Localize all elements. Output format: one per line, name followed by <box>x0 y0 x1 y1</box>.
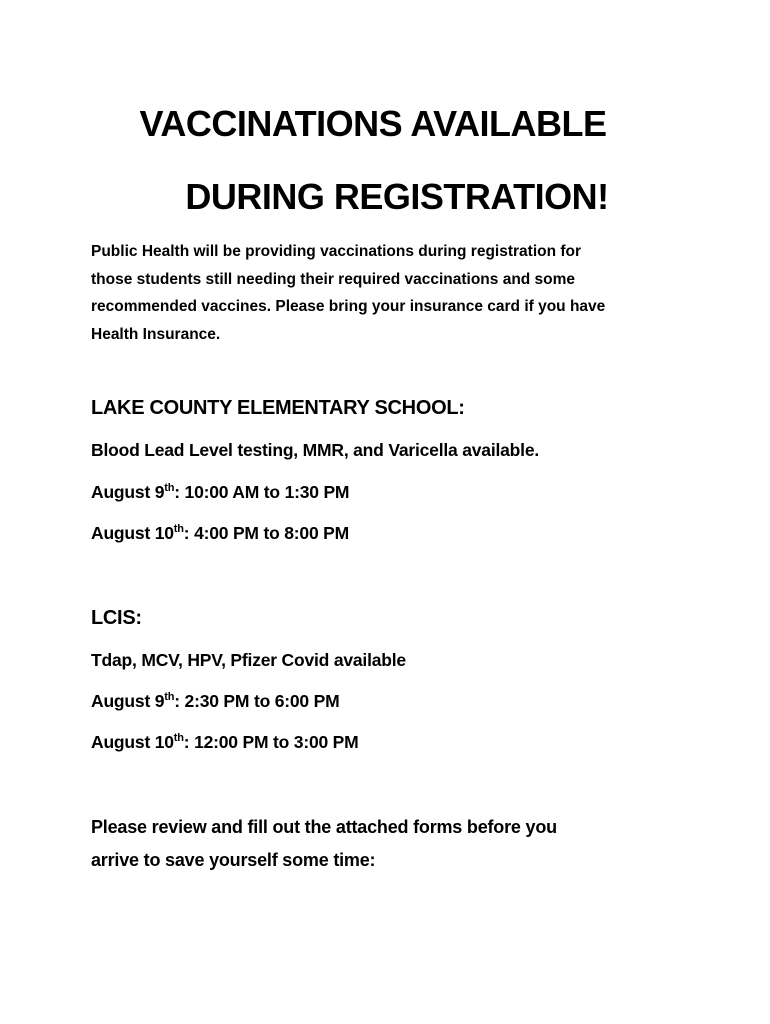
closing-paragraph <box>91 811 557 877</box>
session-time: : 10:00 AM to 1:30 PM <box>174 482 350 502</box>
intro-line: those students still needing their required vaccinations and some <box>91 270 576 288</box>
lcis-available: Tdap, MCV, HPV, Pfizer Covid available <box>91 650 406 670</box>
session-day-suffix: th <box>164 482 175 494</box>
session-day-suffix: th <box>164 691 175 703</box>
lake-county-session-2 <box>91 523 349 544</box>
session-day: August 10 <box>91 523 174 543</box>
session-day-suffix: th <box>173 732 184 744</box>
session-time: : 2:30 PM to 6:00 PM <box>174 691 340 711</box>
lcis-heading: LCIS: <box>91 607 142 629</box>
title-line-1: VACCINATIONS AVAILABLE <box>139 103 607 144</box>
session-day: August 9 <box>91 691 165 711</box>
lake-county-available: Blood Lead Level testing, MMR, and Varicella available. <box>91 440 540 460</box>
lcis-session-2 <box>91 732 359 753</box>
title-line-2: DURING REGISTRATION! <box>185 176 609 217</box>
session-day: August 9 <box>91 482 165 502</box>
lake-county-heading: LAKE COUNTY ELEMENTARY SCHOOL: <box>91 397 465 419</box>
intro-line: Public Health will be providing vaccinations during registration for <box>91 243 582 260</box>
closing-line: Please review and fill out the attached forms before you <box>91 817 557 837</box>
intro-line: Health Insurance. <box>91 325 221 343</box>
lcis-session-1 <box>91 691 339 712</box>
session-time: : 4:00 PM to 8:00 PM <box>183 523 349 543</box>
closing-line: arrive to save yourself some time: <box>91 850 376 870</box>
session-day: August 10 <box>91 732 174 752</box>
session-time: : 12:00 PM to 3:00 PM <box>183 732 359 752</box>
intro-line: recommended vaccines. Please bring your insurance card if you have <box>91 298 606 315</box>
intro-paragraph <box>91 238 691 348</box>
lake-county-session-1 <box>91 482 349 503</box>
session-day-suffix: th <box>173 523 184 535</box>
